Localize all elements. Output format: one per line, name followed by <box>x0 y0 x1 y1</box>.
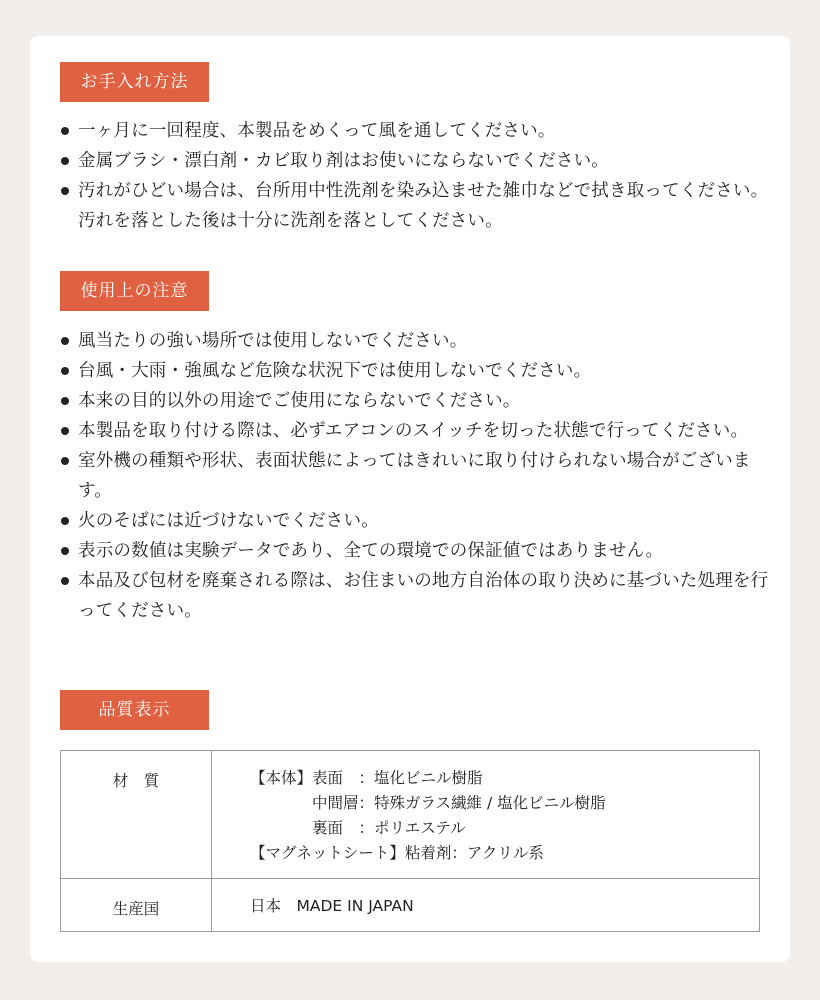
country-label: 生産国 <box>61 879 212 932</box>
list-item: 汚れがひどい場合は、台所用中性洗剤を染み込ませた雑巾などで拭き取ってください。汚れを落とした後は十分に洗剤を落としてください。 <box>60 176 780 236</box>
caution-list <box>60 326 780 626</box>
care-section-title: お手入れ方法 <box>60 62 209 102</box>
material-value <box>212 751 760 879</box>
info-card <box>30 36 790 962</box>
material-line: 【本体】表面 ：塩化ビニル樹脂 <box>250 769 483 787</box>
material-line: 中間層：特殊ガラス繊維 / 塩化ビニル樹脂 <box>250 794 606 812</box>
country-value: 日本 MADE IN JAPAN <box>212 879 760 932</box>
material-line: 裏面 ：ポリエステル <box>250 819 466 837</box>
care-list <box>60 116 780 236</box>
quality-section-title: 品質表示 <box>60 690 209 730</box>
list-item: 本来の目的以外の用途でご使用にならないでください。 <box>60 386 780 416</box>
quality-table <box>60 750 760 932</box>
table-row <box>61 751 760 879</box>
list-item: 室外機の種類や形状、表面状態によってはきれいに取り付けられない場合がございます。 <box>60 446 780 506</box>
list-item: 表示の数値は実験データであり、全ての環境での保証値ではありません。 <box>60 536 780 566</box>
list-item: 風当たりの強い場所では使用しないでください。 <box>60 326 780 356</box>
list-item: 金属ブラシ・漂白剤・カビ取り剤はお使いにならないでください。 <box>60 146 780 176</box>
material-label: 材 質 <box>61 751 212 879</box>
caution-section-title: 使用上の注意 <box>60 271 209 311</box>
list-item: 本品及び包材を廃棄される際は、お住まいの地方自治体の取り決めに基づいた処理を行ってください。 <box>60 566 780 626</box>
list-item: 本製品を取り付ける際は、必ずエアコンのスイッチを切った状態で行ってください。 <box>60 416 780 446</box>
list-item: 一ヶ月に一回程度、本製品をめくって風を通してください。 <box>60 116 780 146</box>
list-item: 台風・大雨・強風など危険な状況下では使用しないでください。 <box>60 356 780 386</box>
table-row <box>61 879 760 932</box>
material-line: 【マグネットシート】粘着剤：アクリル系 <box>250 844 544 862</box>
list-item: 火のそばには近づけないでください。 <box>60 506 780 536</box>
